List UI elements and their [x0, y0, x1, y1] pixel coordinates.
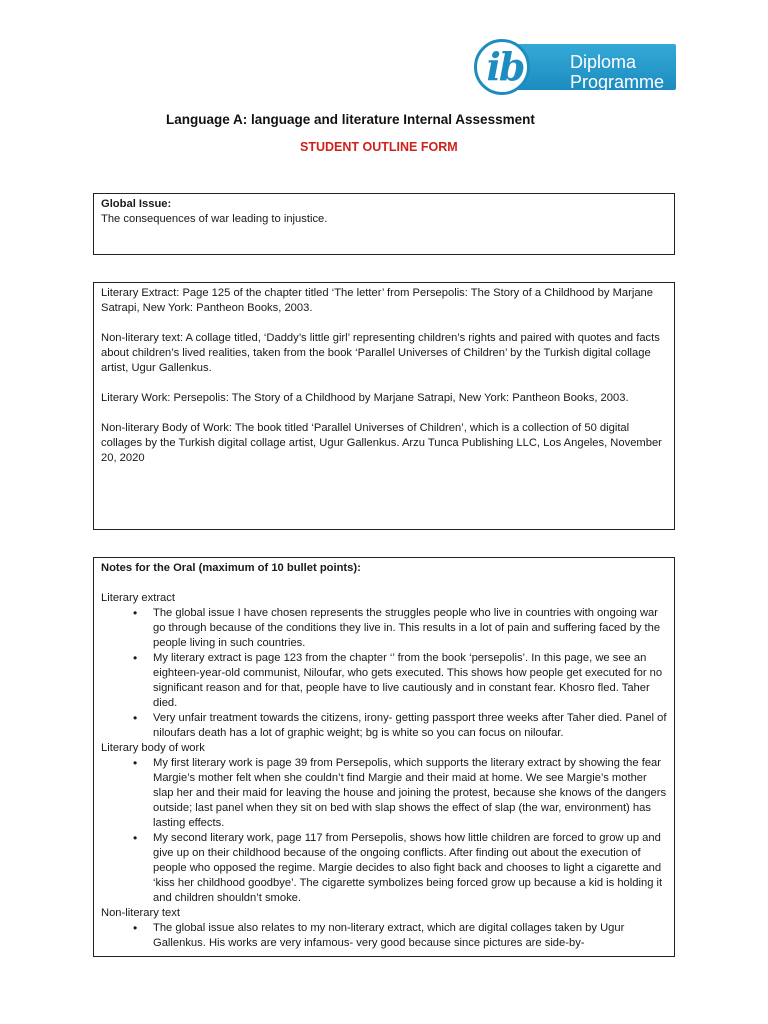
bullet-list: [101, 756, 667, 906]
bullet-item: • The global issue I have chosen represents the struggles people who live in countries with ongoing war go through because of the conditions they live in. This results in a lot of pain and suffering faced by the people living in such countries.: [101, 606, 667, 651]
section-heading: Literary body of work: [101, 742, 205, 754]
global-issue-text: The consequences of war leading to injustice.: [101, 213, 328, 225]
ib-circle-icon: [474, 39, 530, 95]
bullet-list: [101, 921, 667, 951]
non-literary-text: Non-literary text: A collage titled, ‘Daddy’s little girl’ representing children’s rights and paired with quotes and facts about children’s lived realities, taken from the book ‘Parallel Universes of Children’ by the Turkish digital collage artist, Ugur Gallenkus.: [101, 332, 660, 374]
logo-wordmark: [570, 52, 664, 92]
bullet-item: • Very unfair treatment towards the citizens, irony- getting passport three weeks after Taher died. Panel of niloufars death has a lot of graphic weight; bg is white so you can focus on niloufar.: [101, 711, 667, 741]
global-issue-label: Global Issue:: [101, 198, 172, 210]
bullet-item: • My second literary work, page 117 from Persepolis, shows how little children are forced to grow up and give up on their childhood because of the ongoing conflicts. After finding out about the execution of people who opposed the regime. Margie decides to also fight back and chooses to light a cigarette and ‘kiss her childhood goodbye’. The cigarette symbolizes being forced grow up because a kid is holding it and children shouldn’t smoke.: [101, 831, 667, 906]
works-box: [93, 282, 675, 530]
ib-logo: [474, 39, 676, 95]
ib-mark: ib: [486, 44, 524, 89]
page-title: Language A: language and literature Internal Assessment: [166, 112, 535, 127]
non-literary-body-text: Non-literary Body of Work: The book titled ‘Parallel Universes of Children’, which is a collection of 50 digital collages by the Turkish digital collage artist, Ugur Gallenkus. Arzu Tunca Publishing LLC, Los Angeles, November 20, 2020: [101, 422, 662, 464]
form-title: STUDENT OUTLINE FORM: [300, 140, 458, 154]
section-heading: Literary extract: [101, 592, 175, 604]
logo-line-1: Diploma: [570, 52, 637, 72]
global-issue-box: [93, 193, 675, 255]
bullet-item: • My first literary work is page 39 from Persepolis, which supports the literary extract by showing the fear Margie’s mother felt when she couldn’t find Margie and their maid at home. We see Margie’s mother slap her and their maid for leaving the house and joining the protest, because she knows of the dangers outside; last panel when they sit on bed with slap shows the effect of slap (the war, environment) has lasting effects.: [101, 756, 667, 831]
literary-extract-text: Literary Extract: Page 125 of the chapter titled ‘The letter’ from Persepolis: The Story of a Childhood by Marjane Satrapi, New York: Pantheon Books, 2003.: [101, 287, 653, 314]
bullet-item: • My literary extract is page 123 from the chapter ‘’ from the book ‘persepolis’. In this page, we see an eighteen-year-old communist, Niloufar, who gets executed. This shows how people get executed for no significant reason and for that, people have to live cautiously and in constant fear. Khosro fled. Taher died.: [101, 651, 667, 711]
bullet-item: • The global issue also relates to my non-literary extract, which are digital collages taken by Ugur Gallenkus. His works are very infamous- very good because since pictures are side-by-: [101, 921, 667, 951]
section-heading: Non-literary text: [101, 907, 180, 919]
bullet-list: [101, 606, 667, 741]
logo-line-2: Programme: [570, 72, 665, 92]
literary-work-text: Literary Work: Persepolis: The Story of a Childhood by Marjane Satrapi, New York: Pantheon Books, 2003.: [101, 392, 629, 404]
oral-notes-box: [93, 557, 675, 957]
notes-label: Notes for the Oral (maximum of 10 bullet points):: [101, 562, 361, 574]
